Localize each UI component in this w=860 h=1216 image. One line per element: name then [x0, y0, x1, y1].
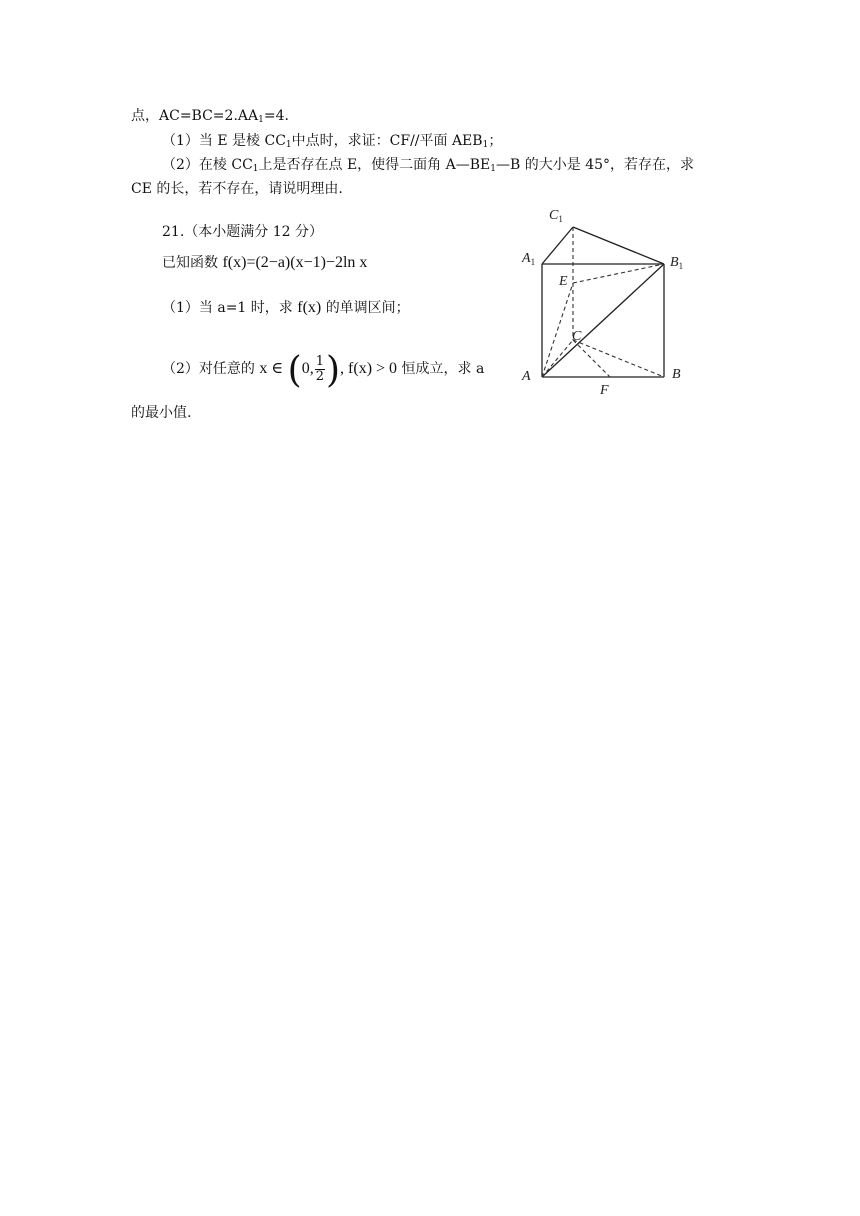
label-e: E: [559, 274, 568, 289]
problem21-intro: 已知函数 f(x)=(2−a)(x−1)−2ln x: [162, 254, 368, 271]
problem20-conditions: 点，$AC=BC=2.AA_1=4$.: [131, 108, 289, 125]
problem21-question2: （2）对任意的 x ∈ (0, $\frac{1}{2}$ ), f(x) > 0 恒成立，求 a: [162, 350, 485, 391]
edge-a-c: [542, 340, 573, 377]
edge-c-b: [573, 340, 664, 377]
prism-figure: [508, 200, 708, 400]
segment-c-f: [573, 340, 610, 377]
problem21-question1: （1）当 a=1 时，求 f(x) 的单调区间；: [162, 299, 410, 316]
problem21-header: 21.（本小题满分 12 分）: [162, 224, 323, 240]
segment-e-b1: [573, 264, 664, 283]
function-definition: f(x)=(2−a)(x−1)−2ln x: [222, 254, 368, 271]
edge-c1-b1: [573, 227, 664, 264]
problem21-question2-line2: 的最小值.: [131, 405, 192, 421]
problem20-question2: （2）在棱 $CC_1$上是否存在点 E，使得二面角 $A—BE_1—B$ 的大小是 45°，若存在，求: [162, 157, 695, 174]
label-b1: $B_1$: [670, 255, 684, 271]
problem20-question1: （1）当 E 是棱 $CC_1$中点时，求证：CF//平面 $AEB_1$；: [162, 133, 503, 150]
label-b: B: [672, 367, 681, 382]
label-a1: $A_1$: [522, 251, 536, 267]
label-a: A: [522, 369, 531, 384]
problem20-question2-line2: CE 的长，若不存在，请说明理由.: [131, 181, 343, 197]
label-c1: $C_1$: [549, 208, 563, 224]
edge-c1-a1: [542, 227, 573, 264]
fraction-one-half: $\frac{1}{2}$: [315, 353, 324, 384]
label-c: C: [572, 329, 582, 344]
label-f: F: [600, 383, 609, 398]
